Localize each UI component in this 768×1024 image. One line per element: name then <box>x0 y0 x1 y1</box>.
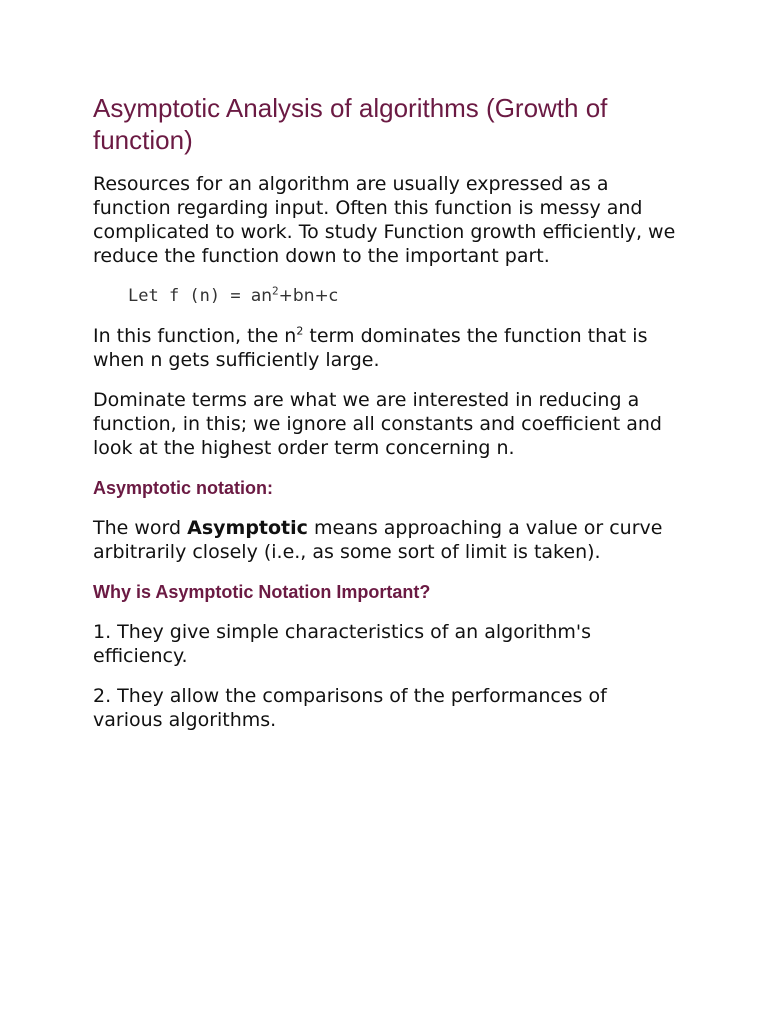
definition-paragraph <box>93 516 678 564</box>
dominate-terms-paragraph: Dominate terms are what we are interested in reducing a function, in this; we ignore all constants and coefficient and look at the highest order term concerning n. <box>93 389 662 459</box>
dominance-paragraph <box>93 324 678 372</box>
definition-after: means approaching a value or curve arbitrarily closely (i.e., as some sort of limit is taken). <box>93 517 663 563</box>
formula-base: an <box>250 286 273 306</box>
definition-bold-term: Asymptotic <box>187 517 308 539</box>
dominance-after: term dominates the function that is when n gets sufficiently large. <box>93 325 648 371</box>
definition-before: The word <box>93 517 188 539</box>
intro-paragraph: Resources for an algorithm are usually expressed as a function regarding input. Often this function is messy and complicated to work. To study Function growth efficiently, we reduce the function down to the important part. <box>93 173 676 267</box>
formula-suffix: +bn+c <box>278 286 339 306</box>
point-item: 1. They give simple characteristics of an algorithm's efficiency. <box>93 621 592 667</box>
notation-heading: Asymptotic notation: <box>93 478 273 498</box>
dominance-before: In this function, the n <box>93 325 297 347</box>
formula-exponent: 2 <box>272 284 279 298</box>
page-title: Asymptotic Analysis of algorithms (Growth of function) <box>93 93 608 155</box>
formula-prefix: Let f (n) = <box>128 286 251 306</box>
dominance-exponent: 2 <box>296 324 304 338</box>
importance-heading: Why is Asymptotic Notation Important? <box>93 582 431 602</box>
formula-line <box>128 284 678 308</box>
point-item: 2. They allow the comparisons of the performances of various algorithms. <box>93 685 607 731</box>
